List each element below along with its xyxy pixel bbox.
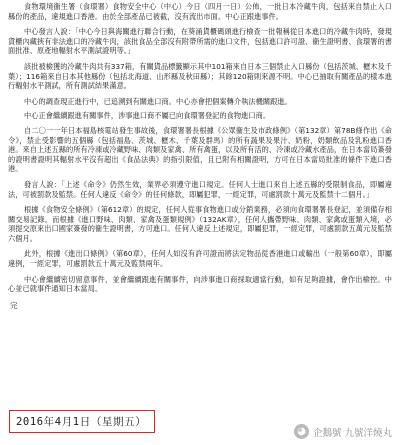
watermark-text: 企鵝號 九號洋燒丸 xyxy=(312,427,392,439)
paragraph-intro: 食物環境衞生署（食環署）食物安全中心（中心）今日（四月一日）公佈，一批日本冷藏牛肉，包括來自禁止入口縣份的產品，違規進口香港。由於全部產品已被截，沒有流出市面。中心正跟進事件。 xyxy=(8,2,392,21)
penguin-icon: ◕ xyxy=(294,424,309,439)
paragraph-order-background: 自二〇一一年日本福島核電站發生事故後，食環署署長根據《公眾衞生及市政條例》（第132章）第78B條作出《命令》，禁止受影響的五個縣（包括福島、茨城、櫪木、千葉及群馬）的所有蔬果及果汁、奶粉，奶類飲品及乳粉進口香港。來自上述五縣的所有冷凍或冷藏野味、肉類及家禽、所有禽蛋，以及所有活的、冷凍或冷藏水產品，在日本當局簽發的證明書證明其輻射水平沒有超出《食品法典》的指引限值，且已附有相關證明，方可在日本當局批准的條件下進口香港。 xyxy=(8,125,392,174)
paragraph-seized-goods: 該批被檢獲的冷藏牛肉共有337箱，有關貨品標籤顯示其中101箱來自日本三個禁止入口縣份（包括茨城、櫪木及千葉）；116箱來自日本其他縣份（包括北海道、山形縣及秋田縣）；其餘120箱則來源不明。中心已抽取有關產品的樣本進行輻射水平測試，所有測試結果滿意。 xyxy=(8,61,392,91)
paragraph-spokesman-statement: 中心發言人說：「中心今日與海關進行聯合行動，在葵涌貨櫃碼頭進行檢查一批報稱從日本進口的冷藏牛肉時，發現貨櫃內藏挾有非法進口的冷藏牛肉，該批食品全部沒有附帶所需的進口文件，包括進口許可證、衞生證明書、食環署的書面批准、原產地輻射水平測試證明等。」 xyxy=(8,27,392,56)
paragraph-investigation: 中心的調查現正進行中，已追溯到有關進口商。中心亦會把個案轉介執法機關跟進。 xyxy=(24,96,292,106)
end-mark: 完 xyxy=(10,300,18,310)
paragraph-importer: 中心正會繼續跟進有關事件，涉事進口商不屬已向食環署登記的食物進口商。 xyxy=(24,111,271,121)
release-date: 2016年4月1日（星期五） xyxy=(9,410,155,433)
paragraph-import-export-ordinance: 此外，根據《進出口條例》（第60章），任何人如沒有許可證而將法定物品從香港進口或輸出（一般第60章），即屬違例，一經定罪，可處罰款五十萬元及監禁兩年。 xyxy=(8,249,392,269)
paragraph-follow-up: 中心會繼續密切留意事件，並會繼續跟進有關事件，向涉事進口商採取適當行動，如有足夠證據，會作出檢控。中心並已就事件通知日本當局。 xyxy=(8,274,392,294)
watermark xyxy=(294,424,392,439)
paragraph-regulations: 根據《食物安全條例》（第612章）的規定，任何人從事食物進口或分銷業務，必須向食環署署長登記，並須備存相關交易記錄。而根據《進口野味、肉類、家禽及蛋類規例》（132AK章），任何人攜帶野味、肉類、家禽或蛋類入境，必須提交原來出口國家簽發的衞生證明書，方可進口。任何人違反上述規定，即屬犯罪，一經定罪，可處罰款五萬元及監禁六個月。 xyxy=(8,205,392,243)
paragraph-spokesman-warning: 發言人說：「上述《命令》仍然生效，業界必須遵守進口規定。任何人士進口來自上述五縣的受限制食品，即屬違法，可被罰款及監禁。任何人違反《命令》的任何條款，即屬犯罪，一經定罪，可處罰款十萬元及監禁十二個月。」 xyxy=(8,179,392,199)
